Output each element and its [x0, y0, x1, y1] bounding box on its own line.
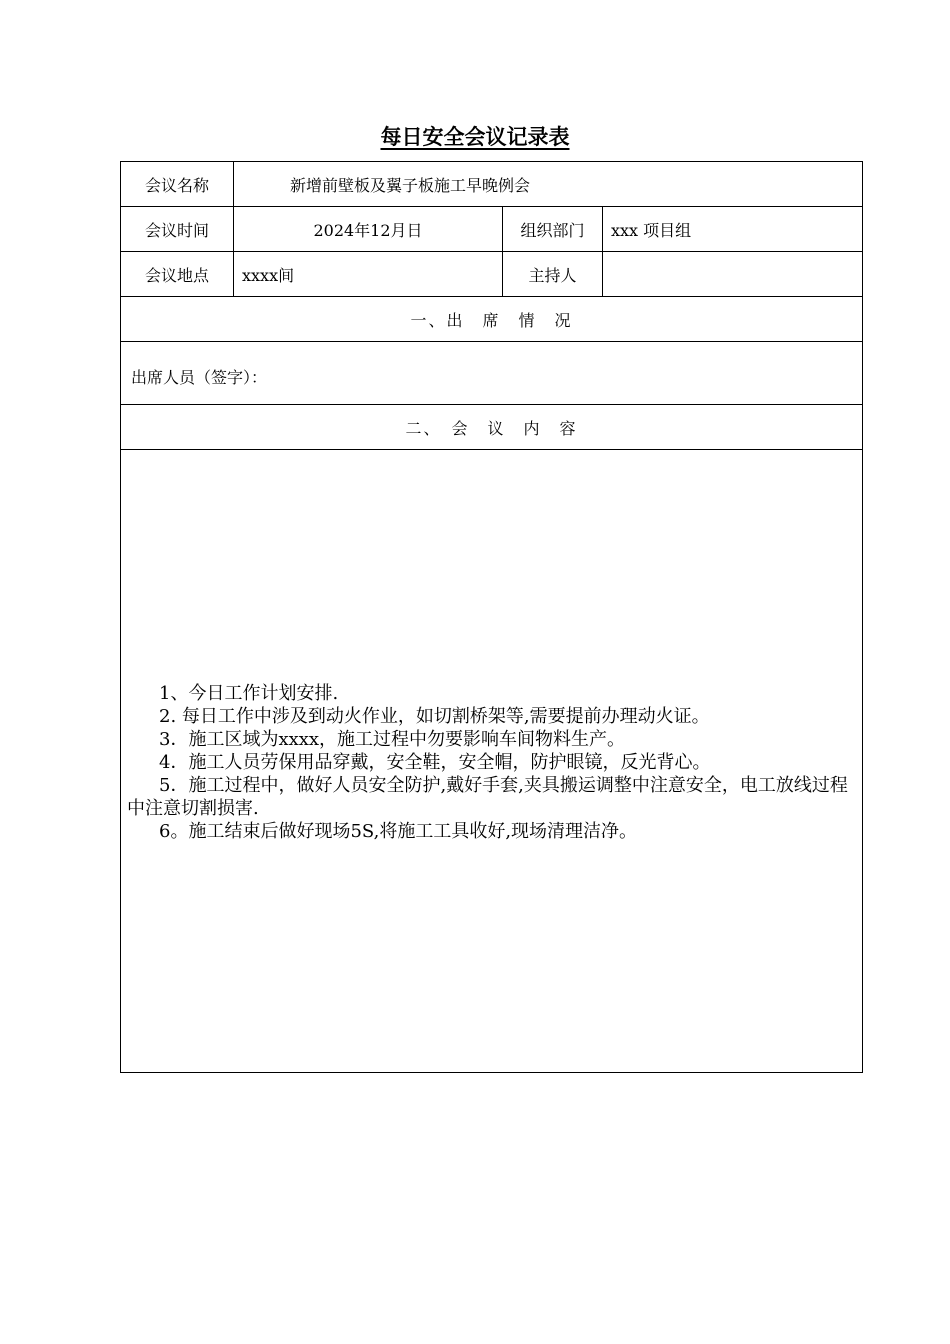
meeting-place-value: xxxx间	[234, 252, 503, 297]
meeting-time-value: 2024年12月日	[234, 207, 503, 252]
content-item: 3．施工区域为xxxx，施工过程中勿要影响车间物料生产。	[159, 728, 626, 750]
meeting-name-label: 会议名称	[121, 162, 234, 207]
meeting-name-row	[121, 162, 863, 207]
meeting-record-table	[120, 161, 863, 1073]
page-title-text: 每日安全会议记录表	[380, 124, 570, 149]
org-dept-value: xxx 项目组	[603, 207, 863, 252]
meeting-name-value: 新增前壁板及翼子板施工早晚例会	[234, 162, 863, 207]
meeting-time-label: 会议时间	[121, 207, 234, 252]
meeting-content-cell	[121, 450, 863, 1073]
attendance-section-row	[121, 297, 863, 342]
page-title	[0, 122, 950, 152]
host-label: 主持人	[503, 252, 603, 297]
org-dept-label: 组织部门	[503, 207, 603, 252]
attendees-signature-field: 出席人员（签字）：	[121, 342, 863, 405]
content-item: 4．施工人员劳保用品穿戴，安全鞋，安全帽，防护眼镜，反光背心。	[159, 751, 711, 773]
meeting-place-row	[121, 252, 863, 297]
attendance-section-heading: 一、出 席 情 况	[121, 297, 863, 342]
meeting-time-row	[121, 207, 863, 252]
content-item: 6。施工结束后做好现场5S,将施工工具收好,现场清理洁净。	[159, 820, 638, 842]
content-row	[121, 450, 863, 1073]
content-section-heading: 二、 会 议 内 容	[121, 405, 863, 450]
host-value	[603, 252, 863, 297]
content-item: 1、今日工作计划安排.	[159, 682, 339, 704]
attendees-row	[121, 342, 863, 405]
content-item: 5．施工过程中，做好人员安全防护,戴好手套,夹具搬运调整中注意安全，电工放线过程中注意切割损害.	[127, 774, 848, 819]
content-item: 2. 每日工作中涉及到动火作业，如切割桥架等,需要提前办理动火证。	[159, 705, 710, 727]
content-section-row	[121, 405, 863, 450]
meeting-place-label: 会议地点	[121, 252, 234, 297]
